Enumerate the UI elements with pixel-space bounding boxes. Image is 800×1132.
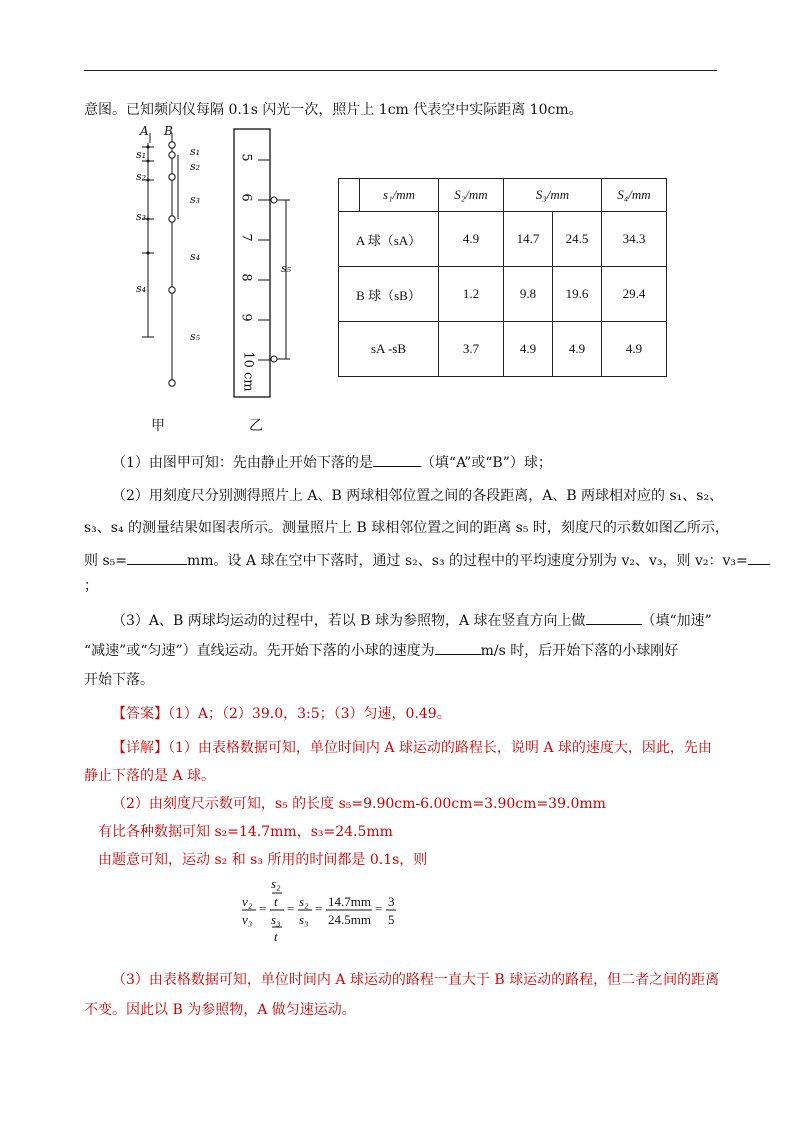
s1-label: s₁ — [136, 148, 147, 161]
detail-line-4: 有比各种数据可知 s₂=14.7mm，s₃=24.5mm — [98, 824, 393, 840]
blank-q1 — [373, 452, 421, 467]
s3-label-b: s₃ — [190, 193, 201, 206]
formula-v2: v₂ — [242, 894, 253, 909]
figure-yi-label: 乙 — [249, 418, 263, 434]
header-rule — [84, 70, 717, 71]
cell: 24.5 — [553, 212, 602, 267]
detail-line-6: （3）由表格数据可知，单位时间内 A 球运动的路程一直大于 B 球运动的路程，但二者之间的距离 — [112, 972, 720, 988]
cell: 4.9 — [504, 322, 553, 377]
formula-s3-bottom: s₃ — [271, 912, 281, 927]
formula-eq: = — [259, 901, 267, 916]
ruler-tick-7: 7 — [238, 233, 254, 242]
detail-line-2: 静止下落的是 A 球。 — [84, 768, 216, 784]
formula-den: 24.5mm — [328, 912, 371, 927]
cell: 9.8 — [504, 267, 553, 322]
cell: 3.7 — [439, 322, 504, 377]
formula-r-num: 3 — [388, 894, 395, 909]
cell: 4.9 — [602, 322, 667, 377]
formula-v3: v₃ — [242, 912, 253, 927]
ruler-tick-6: 6 — [238, 193, 254, 202]
ruler-tick-5: 5 — [238, 153, 254, 162]
formula-s3: s₃ — [299, 912, 309, 927]
table-row — [339, 267, 667, 322]
formula-r-den: 5 — [388, 912, 395, 927]
formula-eq: = — [315, 901, 323, 916]
question-1: （1）由图甲可知：先由静止开始下落的是 （填“A”或“B”）球； — [112, 452, 552, 473]
detail-line-5: 由题意可知，运动 s₂ 和 s₃ 所用的时间都是 0.1s，则 — [98, 852, 428, 868]
cell: 14.7 — [504, 212, 553, 267]
s2-label-b: s₂ — [190, 160, 201, 173]
formula-t-bottom: t — [274, 929, 278, 944]
ruler-s5-label: s₅ — [281, 262, 292, 275]
answer: 【答案】（1）A；（2）39.0，3:5；（3）匀速，0.49。 — [112, 706, 451, 722]
table-header-s4: S₄/mm — [602, 179, 667, 212]
table-header-s3: S₃/mm — [504, 179, 602, 212]
s2-label: s₂ — [136, 170, 147, 183]
table-header-s2: S₂/mm — [439, 179, 504, 212]
formula-eq: = — [287, 901, 295, 916]
detail-line-1: 【详解】（1）由表格数据可知，单位时间内 A 球运动的路程长，说明 A 球的速度大，因此，先由 — [112, 740, 712, 756]
formula-eq: = — [375, 901, 383, 916]
formula-num: 14.7mm — [328, 894, 371, 909]
question-3-line-1: （3）A、B 两球均运动的过程中，若以 B 球为参照物，A 球在竖直方向上做 （填“加速” — [112, 610, 712, 631]
cell: 1.2 — [439, 267, 504, 322]
question-3-line-3: 开始下落。 — [84, 672, 154, 688]
s4-label: s₄ — [136, 282, 147, 295]
formula-s2: s₂ — [299, 894, 309, 909]
formula-t-top: t — [274, 894, 278, 909]
table-header-s1: s₁/mm — [360, 179, 439, 212]
s4-label-b: s₄ — [190, 250, 201, 263]
cell: 34.3 — [602, 212, 667, 267]
question-2-line-2: s₃、s₄ 的测量结果如图表所示。测量照片上 B 球相邻位置之间的距离 s₅ 时，刻度尺的示数如图乙所示， — [84, 520, 729, 536]
figure-jia-label: 甲 — [151, 418, 165, 434]
table-row — [339, 322, 667, 377]
data-table — [338, 178, 667, 377]
detail-line-7: 不变。因此以 B 为参照物，A 做匀速运动。 — [84, 1002, 356, 1018]
row-label-b: B 球（sB） — [339, 267, 439, 322]
blank-motion — [586, 610, 642, 625]
detail-line-3: （2）由刻度尺示数可知，s₅ 的长度 s₅=9.90cm-6.00cm=3.90cm=39.0mm — [112, 796, 606, 812]
ruler-tick-8: 8 — [238, 273, 254, 282]
cell: 29.4 — [602, 267, 667, 322]
table-row — [339, 212, 667, 267]
s3-label: s₃ — [136, 210, 147, 223]
question-3-line-2: “减速”或“匀速”）直线运动。先开始下落的小球的速度为 m/s 时，后开始下落的小球刚好 — [84, 640, 678, 661]
blank-s5 — [127, 550, 187, 565]
ball-a-label: A — [140, 124, 149, 138]
row-label-a: A 球（sA） — [339, 212, 439, 267]
ratio-formula — [240, 874, 410, 946]
cell: 4.9 — [553, 322, 602, 377]
blank-speed — [435, 640, 481, 655]
s5-label-b: s₅ — [190, 330, 201, 343]
formula-s2-top: s₂ — [271, 876, 281, 891]
cell: 4.9 — [439, 212, 504, 267]
question-2-line-4: ； — [84, 578, 98, 594]
table-corner — [339, 179, 360, 212]
question-2-line-3: 则 s₅= mm。设 A 球在空中下落时，通过 s₂、s₃ 的过程中的平均速度分别为 v₂、v₃，则 v₂：v₃= — [84, 550, 770, 571]
ruler-tick-9: 9 — [238, 313, 254, 322]
ruler-tick-10: 10 cm — [240, 351, 256, 392]
blank-ratio — [748, 550, 770, 565]
question-2-line-1: （2）用刻度尺分别测得照片上 A、B 两球相邻位置之间的各段距离，A、B 两球相对应的 s₁、s₂、 — [112, 488, 724, 504]
row-label-diff: sA -sB — [339, 322, 439, 377]
ball-b-label: B — [164, 124, 173, 138]
intro-line: 意图。已知频闪仪每隔 0.1s 闪光一次，照片上 1cm 代表空中实际距离 10cm。 — [84, 102, 583, 118]
s1-label-b: s₁ — [190, 145, 201, 158]
cell: 19.6 — [553, 267, 602, 322]
